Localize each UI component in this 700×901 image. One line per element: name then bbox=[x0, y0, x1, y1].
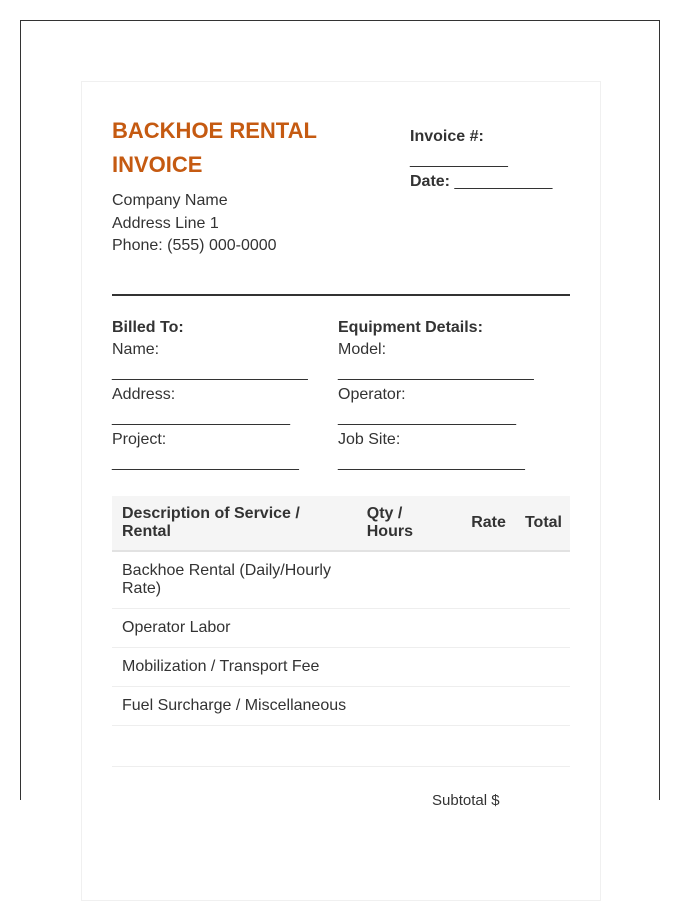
table-row bbox=[112, 687, 570, 726]
row-rate[interactable] bbox=[456, 551, 521, 609]
table-body bbox=[112, 551, 570, 767]
company-address: Address Line 1 bbox=[112, 214, 219, 232]
equipment-block bbox=[338, 317, 564, 475]
company-block bbox=[112, 190, 362, 258]
header-description: Description of Service / Rental bbox=[112, 496, 357, 551]
page-viewport bbox=[20, 20, 660, 809]
row-rate[interactable] bbox=[456, 726, 521, 767]
invoice-title-line1: BACKHOE RENTAL bbox=[112, 118, 317, 143]
subtotal-label: Subtotal $ bbox=[432, 792, 500, 809]
equipment-jobsite-field[interactable]: _____________________ bbox=[338, 453, 525, 471]
table-row bbox=[112, 551, 570, 609]
line-items-table bbox=[112, 496, 570, 767]
invoice-date-field[interactable]: ___________ bbox=[454, 173, 553, 190]
billed-name-label: Name: bbox=[112, 341, 160, 358]
invoice-title-line2: INVOICE bbox=[112, 152, 203, 177]
equipment-jobsite-label: Job Site: bbox=[338, 431, 401, 448]
row-rate[interactable] bbox=[456, 687, 521, 726]
table-row bbox=[112, 648, 570, 687]
row-rate[interactable] bbox=[456, 648, 521, 687]
header-qty: Qty / Hours bbox=[357, 496, 456, 551]
table-header-row bbox=[112, 496, 570, 551]
header-rate: Rate bbox=[456, 496, 521, 551]
row-total[interactable] bbox=[521, 551, 570, 609]
equipment-operator-label: Operator: bbox=[338, 386, 406, 403]
company-name: Company Name bbox=[112, 192, 228, 209]
table-row bbox=[112, 609, 570, 648]
row-qty[interactable] bbox=[357, 648, 456, 687]
invoice-date-row bbox=[410, 171, 570, 194]
billed-name-field[interactable]: ______________________ bbox=[112, 363, 308, 381]
table-header bbox=[112, 496, 570, 551]
company-phone: Phone: (555) 000-0000 bbox=[112, 237, 277, 254]
billed-project-field[interactable]: _____________________ bbox=[112, 453, 299, 471]
invoice-date-label: Date: bbox=[410, 173, 451, 190]
invoice-meta bbox=[410, 114, 570, 194]
row-description: Fuel Surcharge / Miscellaneous bbox=[112, 687, 357, 726]
invoice-number-field[interactable]: ___________ bbox=[410, 150, 508, 168]
billed-to-title: Billed To: bbox=[112, 318, 184, 336]
equipment-operator-field[interactable]: ____________________ bbox=[338, 408, 516, 426]
invoice-document bbox=[81, 81, 601, 901]
row-description: Mobilization / Transport Fee bbox=[112, 648, 357, 687]
row-qty[interactable] bbox=[357, 551, 456, 609]
row-total[interactable] bbox=[521, 609, 570, 648]
row-qty[interactable] bbox=[357, 687, 456, 726]
equipment-model-label: Model: bbox=[338, 341, 387, 358]
invoice-title bbox=[112, 114, 362, 182]
billed-address-field[interactable]: ____________________ bbox=[112, 408, 290, 426]
info-section bbox=[112, 317, 570, 475]
header-total: Total bbox=[521, 496, 570, 551]
row-total[interactable] bbox=[521, 687, 570, 726]
invoice-number-label: Invoice #: bbox=[410, 128, 484, 145]
header-divider bbox=[112, 294, 570, 296]
invoice-header bbox=[112, 114, 570, 258]
equipment-model-field[interactable]: ______________________ bbox=[338, 363, 534, 381]
row-qty[interactable] bbox=[357, 609, 456, 648]
row-rate[interactable] bbox=[456, 609, 521, 648]
row-description: Backhoe Rental (Daily/Hourly Rate) bbox=[112, 551, 357, 609]
row-qty[interactable] bbox=[357, 726, 456, 767]
row-description[interactable] bbox=[112, 726, 357, 767]
row-total[interactable] bbox=[521, 726, 570, 767]
equipment-title: Equipment Details: bbox=[338, 318, 483, 336]
row-description: Operator Labor bbox=[112, 609, 357, 648]
billed-to-block bbox=[112, 317, 338, 475]
table-row-blank bbox=[112, 726, 570, 767]
billed-project-label: Project: bbox=[112, 431, 167, 448]
row-total[interactable] bbox=[521, 648, 570, 687]
billed-address-label: Address: bbox=[112, 386, 176, 403]
header-left bbox=[112, 114, 362, 258]
